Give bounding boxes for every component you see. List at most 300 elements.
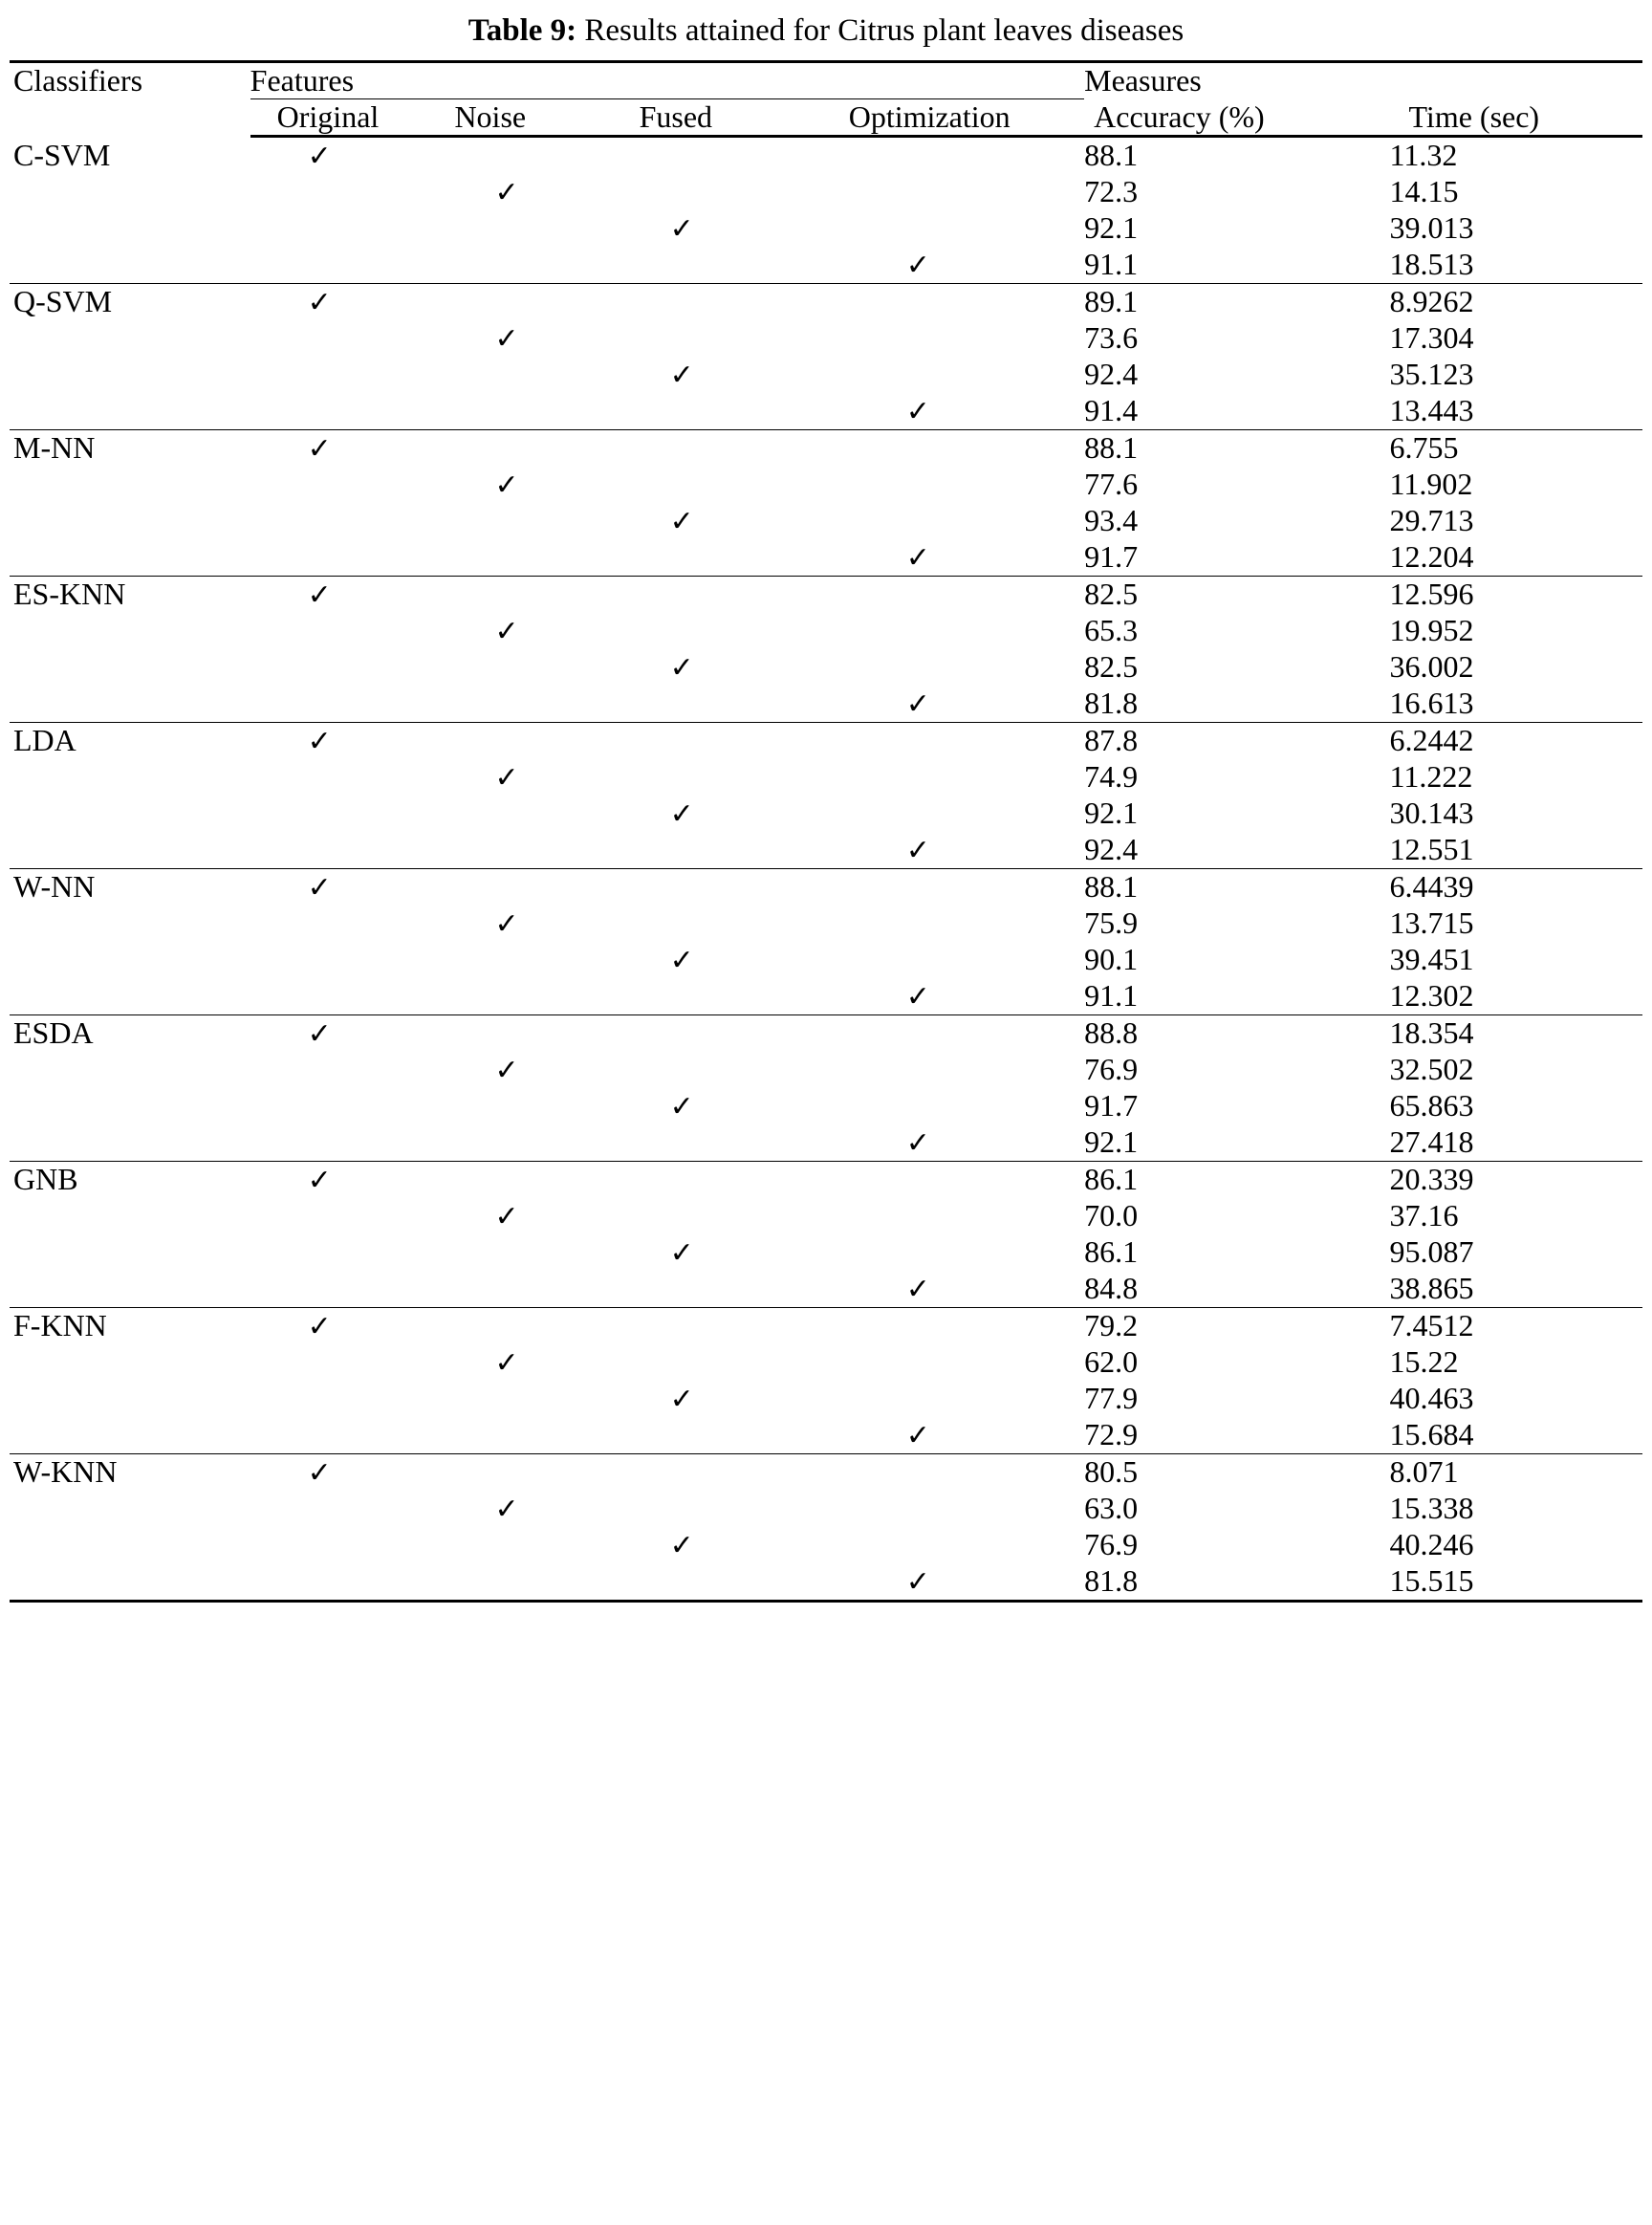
cell-feature-noise	[433, 1308, 610, 1345]
header-sub-row	[10, 99, 1642, 137]
cell-feature-noise	[433, 430, 610, 468]
results-table	[10, 60, 1642, 1603]
check-icon: ✓	[905, 250, 930, 282]
cell-classifier: Q-SVM	[10, 284, 250, 321]
cell-feature-fused	[611, 1162, 795, 1199]
cell-accuracy: 82.5	[1084, 649, 1139, 685]
cell-feature-optimization	[795, 905, 1084, 942]
cell-feature-fused	[611, 247, 795, 284]
cell-classifier	[10, 686, 250, 723]
table-row	[10, 1527, 1642, 1563]
table-row	[10, 1454, 1642, 1492]
cell-classifier	[10, 320, 250, 357]
cell-classifier	[10, 467, 250, 503]
cell-accuracy: 90.1	[1084, 942, 1139, 977]
cell-feature-fused	[611, 1527, 795, 1563]
cell-classifier	[10, 1344, 250, 1381]
cell-classifier	[10, 613, 250, 649]
cell-classifier	[10, 649, 250, 686]
cell-feature-fused	[611, 503, 795, 539]
check-icon: ✓	[905, 396, 930, 428]
cell-classifier	[10, 1417, 250, 1454]
cell-classifier	[10, 1563, 250, 1602]
table-row	[10, 1198, 1642, 1234]
cell-time: 29.713	[1389, 503, 1474, 538]
cell-feature-fused	[611, 869, 795, 906]
cell-feature-noise	[433, 393, 610, 430]
cell-time: 7.4512	[1390, 1308, 1643, 1345]
cell-feature-fused	[611, 1124, 795, 1162]
cell-time: 40.463	[1389, 1381, 1474, 1416]
cell-time: 8.071	[1390, 1454, 1643, 1492]
check-icon: ✓	[905, 981, 930, 1014]
cell-time: 13.715	[1389, 905, 1474, 941]
table-row	[10, 759, 1642, 796]
table-row	[10, 539, 1642, 577]
cell-feature-fused	[611, 1344, 795, 1381]
check-icon: ✓	[669, 360, 694, 392]
cell-feature-optimization	[795, 1527, 1084, 1563]
table-row	[10, 174, 1642, 210]
cell-feature-fused	[611, 1198, 795, 1234]
cell-feature-fused	[611, 1454, 795, 1492]
table-row	[10, 686, 1642, 723]
cell-feature-noise	[433, 1417, 610, 1454]
cell-feature-optimization	[795, 503, 1084, 539]
cell-feature-noise	[433, 686, 610, 723]
cell-feature-fused	[611, 723, 795, 760]
cell-time: 40.246	[1389, 1527, 1474, 1562]
check-icon: ✓	[669, 1091, 694, 1123]
cell-accuracy: 91.1	[1084, 978, 1139, 1014]
cell-classifier	[10, 905, 250, 942]
cell-classifier	[10, 247, 250, 284]
cell-accuracy: 91.7	[1084, 1088, 1139, 1123]
cell-feature-optimization	[795, 284, 1084, 321]
cell-feature-noise	[433, 1052, 610, 1088]
check-icon: ✓	[307, 872, 332, 905]
cell-feature-original	[250, 503, 434, 539]
cell-time: 39.451	[1389, 942, 1474, 977]
cell-classifier: C-SVM	[13, 138, 111, 173]
cell-accuracy: 92.4	[1084, 357, 1139, 392]
table-row	[10, 320, 1642, 357]
cell-classifier: M-NN	[10, 430, 250, 468]
cell-accuracy: 91.4	[1084, 393, 1139, 428]
cell-time: 16.613	[1389, 686, 1474, 721]
cell-classifier	[10, 1124, 250, 1162]
cell-feature-optimization	[795, 1344, 1084, 1381]
cell-classifier: W-NN	[10, 869, 250, 906]
cell-feature-optimization	[795, 1271, 1084, 1308]
cell-feature-original	[250, 1198, 434, 1234]
cell-accuracy: 93.4	[1084, 503, 1139, 538]
cell-feature-optimization	[795, 613, 1084, 649]
cell-feature-optimization	[795, 1234, 1084, 1271]
cell-accuracy: 88.8	[1084, 1015, 1389, 1053]
cell-feature-noise	[433, 1454, 610, 1492]
cell-feature-noise	[433, 357, 610, 393]
cell-feature-optimization	[795, 174, 1084, 210]
table-row	[10, 869, 1642, 906]
cell-accuracy: 91.1	[1084, 247, 1139, 282]
header-optimization: Optimization	[795, 99, 1084, 137]
check-icon: ✓	[307, 726, 332, 758]
table-row	[10, 1308, 1642, 1345]
table-body	[10, 137, 1642, 1602]
cell-classifier	[10, 503, 250, 539]
cell-classifier	[10, 357, 250, 393]
cell-accuracy: 86.1	[1084, 1162, 1389, 1199]
cell-feature-original	[250, 284, 434, 321]
cell-feature-original	[250, 1308, 434, 1345]
cell-feature-original	[250, 1491, 434, 1527]
cell-feature-fused	[611, 539, 795, 577]
cell-feature-original	[250, 613, 434, 649]
cell-time: 12.204	[1389, 539, 1474, 575]
cell-accuracy: 79.2	[1084, 1308, 1389, 1345]
cell-time: 36.002	[1389, 649, 1474, 685]
cell-accuracy: 82.5	[1084, 577, 1389, 614]
cell-feature-optimization	[795, 539, 1084, 577]
header-group-row	[10, 62, 1642, 99]
cell-feature-noise	[433, 1198, 610, 1234]
cell-time: 15.338	[1389, 1491, 1474, 1526]
cell-time: 65.863	[1389, 1088, 1474, 1123]
header-group-features: Features	[250, 62, 1084, 99]
cell-feature-original	[250, 137, 434, 175]
cell-feature-fused	[611, 320, 795, 357]
cell-time: 18.354	[1390, 1015, 1643, 1053]
cell-feature-noise	[433, 832, 610, 869]
check-icon: ✓	[669, 506, 694, 538]
cell-feature-noise	[433, 1124, 610, 1162]
cell-feature-fused	[611, 942, 795, 978]
cell-time: 19.952	[1389, 613, 1474, 648]
table-row	[10, 978, 1642, 1015]
check-icon: ✓	[905, 1420, 930, 1452]
cell-accuracy: 81.8	[1084, 1563, 1389, 1602]
cell-feature-optimization	[795, 577, 1084, 614]
cell-time: 6.2442	[1390, 723, 1643, 760]
cell-accuracy: 72.9	[1084, 1417, 1139, 1452]
header-accuracy: Accuracy (%)	[1084, 99, 1389, 137]
cell-feature-fused	[611, 1417, 795, 1454]
cell-time: 15.684	[1389, 1417, 1474, 1452]
cell-accuracy: 70.0	[1084, 1198, 1139, 1233]
cell-feature-optimization	[795, 1381, 1084, 1417]
cell-feature-optimization	[795, 1308, 1084, 1345]
cell-time: 18.513	[1389, 247, 1474, 282]
cell-feature-optimization	[795, 1162, 1084, 1199]
cell-feature-noise	[433, 1381, 610, 1417]
cell-feature-optimization	[795, 1563, 1084, 1602]
cell-feature-fused	[611, 1563, 795, 1602]
cell-feature-fused	[611, 796, 795, 832]
cell-feature-fused	[611, 430, 795, 468]
cell-feature-noise	[433, 1015, 610, 1053]
cell-feature-optimization	[795, 978, 1084, 1015]
cell-time: 35.123	[1389, 357, 1474, 392]
cell-classifier: W-KNN	[10, 1454, 250, 1492]
cell-classifier	[10, 1271, 250, 1308]
check-icon: ✓	[307, 1311, 332, 1343]
cell-feature-fused	[611, 759, 795, 796]
cell-feature-original	[250, 978, 434, 1015]
header-original: Original	[250, 99, 434, 137]
cell-feature-original	[250, 1124, 434, 1162]
check-icon: ✓	[494, 1201, 519, 1233]
table-row	[10, 1417, 1642, 1454]
cell-feature-original	[250, 1162, 434, 1199]
cell-accuracy: 80.5	[1084, 1454, 1389, 1492]
cell-accuracy: 77.9	[1084, 1381, 1139, 1416]
cell-feature-original	[250, 1271, 434, 1308]
cell-accuracy: 89.1	[1084, 284, 1389, 321]
cell-classifier	[10, 210, 250, 247]
check-icon: ✓	[905, 1274, 930, 1306]
cell-feature-optimization	[795, 942, 1084, 978]
cell-time: 11.222	[1389, 759, 1473, 795]
cell-classifier: ESDA	[10, 1015, 250, 1053]
table-row	[10, 1162, 1642, 1199]
table-row	[10, 284, 1642, 321]
cell-feature-original	[250, 174, 434, 210]
cell-feature-fused	[611, 284, 795, 321]
cell-feature-original	[250, 796, 434, 832]
cell-feature-fused	[611, 1491, 795, 1527]
cell-time: 12.551	[1389, 832, 1474, 867]
cell-accuracy: 77.6	[1084, 467, 1139, 502]
cell-feature-fused	[611, 1015, 795, 1053]
cell-feature-noise	[433, 649, 610, 686]
table-row	[10, 357, 1642, 393]
cell-feature-noise	[433, 942, 610, 978]
cell-feature-noise	[433, 1344, 610, 1381]
cell-time: 11.902	[1389, 467, 1473, 502]
cell-classifier: F-KNN	[10, 1308, 250, 1345]
cell-classifier	[10, 1381, 250, 1417]
cell-feature-optimization	[795, 1454, 1084, 1492]
cell-time: 11.32	[1389, 138, 1458, 173]
cell-time: 12.596	[1390, 577, 1643, 614]
cell-classifier: ES-KNN	[10, 577, 250, 614]
cell-classifier	[10, 832, 250, 869]
cell-feature-optimization	[795, 320, 1084, 357]
cell-feature-original	[250, 905, 434, 942]
cell-accuracy: 88.1	[1084, 869, 1389, 906]
cell-feature-noise	[433, 137, 610, 175]
cell-feature-noise	[433, 1234, 610, 1271]
table-row	[10, 467, 1642, 503]
cell-accuracy: 76.9	[1084, 1052, 1139, 1087]
cell-feature-noise	[433, 539, 610, 577]
cell-feature-fused	[611, 613, 795, 649]
cell-feature-original	[250, 869, 434, 906]
cell-accuracy: 63.0	[1084, 1491, 1139, 1526]
cell-feature-optimization	[795, 1417, 1084, 1454]
cell-classifier: LDA	[10, 723, 250, 760]
cell-feature-noise	[433, 320, 610, 357]
cell-accuracy: 62.0	[1084, 1344, 1139, 1380]
cell-time: 37.16	[1389, 1198, 1459, 1233]
cell-accuracy: 92.4	[1084, 832, 1139, 867]
cell-feature-noise	[433, 723, 610, 760]
cell-feature-fused	[611, 1381, 795, 1417]
check-icon: ✓	[669, 1384, 694, 1416]
cell-feature-original	[250, 393, 434, 430]
cell-feature-original	[250, 247, 434, 284]
cell-feature-noise	[433, 1527, 610, 1563]
cell-time: 13.443	[1389, 393, 1474, 428]
cell-classifier	[10, 759, 250, 796]
cell-feature-optimization	[795, 1198, 1084, 1234]
cell-feature-optimization	[795, 1124, 1084, 1162]
cell-accuracy: 72.3	[1084, 174, 1139, 209]
cell-classifier	[10, 1052, 250, 1088]
cell-feature-noise	[433, 174, 610, 210]
cell-feature-optimization	[795, 832, 1084, 869]
cell-feature-fused	[611, 393, 795, 430]
cell-feature-optimization	[795, 393, 1084, 430]
cell-feature-original	[250, 942, 434, 978]
cell-feature-fused	[611, 1052, 795, 1088]
cell-feature-fused	[611, 1234, 795, 1271]
cell-feature-original	[250, 1234, 434, 1271]
cell-accuracy: 88.1	[1084, 430, 1389, 468]
cell-classifier	[10, 174, 250, 210]
cell-classifier	[10, 796, 250, 832]
cell-feature-noise	[433, 1162, 610, 1199]
cell-feature-noise	[433, 503, 610, 539]
cell-feature-noise	[433, 247, 610, 284]
cell-time: 32.502	[1389, 1052, 1474, 1087]
check-icon: ✓	[669, 1530, 694, 1562]
cell-feature-original	[250, 1563, 434, 1602]
cell-feature-original	[250, 1454, 434, 1492]
cell-feature-noise	[433, 1088, 610, 1124]
cell-feature-fused	[611, 905, 795, 942]
cell-accuracy: 75.9	[1084, 905, 1139, 941]
cell-feature-original	[250, 759, 434, 796]
cell-feature-noise	[433, 905, 610, 942]
cell-feature-original	[250, 430, 434, 468]
check-icon: ✓	[905, 542, 930, 575]
cell-accuracy: 92.1	[1084, 1124, 1139, 1160]
cell-feature-optimization	[795, 247, 1084, 284]
table-row	[10, 723, 1642, 760]
cell-feature-fused	[611, 978, 795, 1015]
cell-feature-fused	[611, 832, 795, 869]
table-row	[10, 1491, 1642, 1527]
cell-classifier	[10, 1527, 250, 1563]
header-time: Time (sec)	[1390, 99, 1643, 137]
check-icon: ✓	[494, 177, 519, 209]
table-row	[10, 649, 1642, 686]
table-row	[10, 942, 1642, 978]
header-group-measures: Measures	[1084, 62, 1642, 99]
cell-time: 6.755	[1390, 430, 1643, 468]
cell-feature-fused	[611, 137, 795, 175]
cell-feature-optimization	[795, 1052, 1084, 1088]
cell-feature-original	[250, 1381, 434, 1417]
cell-time: 14.15	[1389, 174, 1459, 209]
table-row	[10, 503, 1642, 539]
cell-feature-fused	[611, 1271, 795, 1308]
cell-accuracy: 74.9	[1084, 759, 1139, 795]
cell-classifier	[10, 1198, 250, 1234]
cell-accuracy: 86.1	[1084, 1234, 1139, 1270]
table-row	[10, 1052, 1642, 1088]
cell-feature-optimization	[795, 430, 1084, 468]
table-row	[10, 1381, 1642, 1417]
cell-time: 27.418	[1389, 1124, 1474, 1160]
cell-feature-optimization	[795, 210, 1084, 247]
cell-time: 15.22	[1389, 1344, 1459, 1380]
table-row	[10, 393, 1642, 430]
check-icon: ✓	[307, 1457, 332, 1490]
check-icon: ✓	[307, 1165, 332, 1197]
header-classifiers: Classifiers	[10, 62, 250, 137]
cell-accuracy: 88.1	[1084, 138, 1139, 173]
cell-feature-original	[250, 1015, 434, 1053]
cell-accuracy: 92.1	[1084, 210, 1139, 246]
cell-feature-original	[250, 1088, 434, 1124]
cell-feature-fused	[611, 1308, 795, 1345]
check-icon: ✓	[669, 945, 694, 977]
check-icon: ✓	[307, 579, 332, 612]
cell-feature-noise	[433, 869, 610, 906]
cell-time: 6.4439	[1390, 869, 1643, 906]
check-icon: ✓	[494, 616, 519, 648]
cell-feature-noise	[433, 284, 610, 321]
check-icon: ✓	[494, 762, 519, 795]
cell-feature-fused	[611, 649, 795, 686]
cell-feature-fused	[611, 577, 795, 614]
cell-feature-optimization	[795, 1491, 1084, 1527]
table-row	[10, 210, 1642, 247]
table-row	[10, 137, 1642, 175]
table-row	[10, 1088, 1642, 1124]
cell-feature-noise	[433, 759, 610, 796]
table-row	[10, 1344, 1642, 1381]
cell-feature-optimization	[795, 796, 1084, 832]
check-icon: ✓	[494, 323, 519, 356]
cell-feature-original	[250, 832, 434, 869]
cell-feature-noise	[433, 613, 610, 649]
cell-feature-noise	[433, 1563, 610, 1602]
cell-time: 38.865	[1389, 1271, 1474, 1306]
cell-feature-fused	[611, 1088, 795, 1124]
cell-feature-fused	[611, 210, 795, 247]
table-caption	[10, 11, 1642, 51]
cell-time: 20.339	[1390, 1162, 1643, 1199]
cell-feature-original	[250, 649, 434, 686]
cell-time: 8.9262	[1390, 284, 1643, 321]
table-row	[10, 796, 1642, 832]
check-icon: ✓	[494, 1347, 519, 1380]
cell-time: 15.515	[1390, 1563, 1643, 1602]
cell-feature-original	[250, 723, 434, 760]
cell-feature-optimization	[795, 1088, 1084, 1124]
cell-feature-fused	[611, 174, 795, 210]
table-row	[10, 1015, 1642, 1053]
check-icon: ✓	[669, 1237, 694, 1270]
check-icon: ✓	[307, 141, 332, 173]
check-icon: ✓	[905, 835, 930, 867]
cell-time: 30.143	[1389, 796, 1474, 831]
table-row	[10, 247, 1642, 284]
